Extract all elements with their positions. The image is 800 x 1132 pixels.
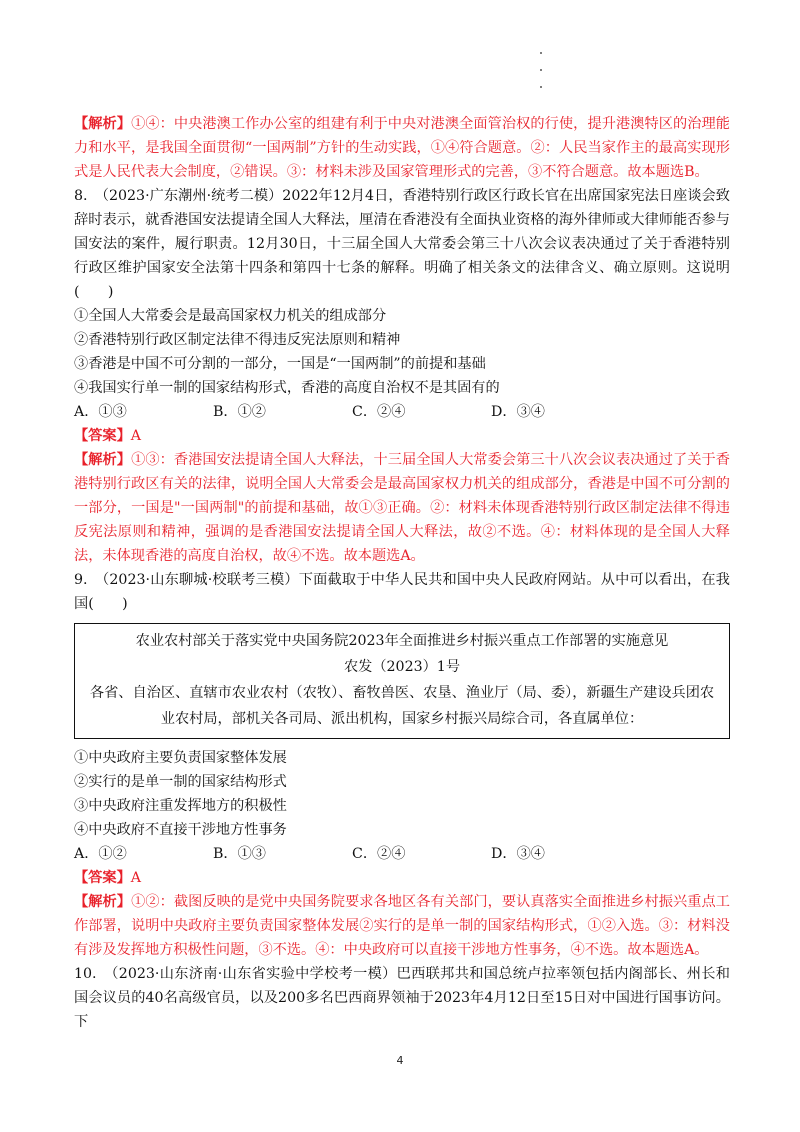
q8-analysis-text: ①③：香港国安法提请全国人大释法，十三届全国人大常委会第三十八次会议表决通过了关于香港特别行政区有关的法律，说明全国人大常委会是最高国家权力机关的组成部分，香港是中国不可分割的一部分，一国是"一国两制"的前提和基础，故①③正确。②：材料未体现香港特别行政区制定法律不得违反宪法原则和精神，强调的是香港国安法提请全国人大释法，故②不选。④：材料体现的是全国人大释法，未体现香港的高度自治权，故④不选。故本题选A。 <box>74 452 730 564</box>
q8-answer-value: A <box>130 428 142 444</box>
q7-analysis <box>74 112 730 184</box>
q10-stem: 10. （2023·山东济南·山东省实验中学校考一模）巴西联邦共和国总统卢拉率领包括内阁部长、州长和国会议员的40名高级官员，以及200多名巴西商界领袖于2023年4月12日至15日对中国进行国事访问。下 <box>74 966 730 1030</box>
q8-analysis <box>74 448 730 568</box>
q9-answer <box>74 866 730 890</box>
q9-statement-4: ④中央政府不直接干涉地方性事务 <box>74 822 287 838</box>
q8-options <box>74 400 730 424</box>
q8-option-c: C．②④ <box>352 404 406 420</box>
page-number: 4 <box>396 1054 404 1067</box>
q8-statement-4: ④我国实行单一制的国家结构形式，香港的高度自治权不是其固有的 <box>74 380 500 396</box>
q8-statement-3: ③香港是中国不可分割的一部分，一国是“一国两制”的前提和基础 <box>74 356 486 372</box>
q9-option-d: D．③④ <box>491 846 545 862</box>
q9-option-c: C．②④ <box>352 846 406 862</box>
page-content <box>74 112 730 1034</box>
q9-answer-label: 【答案】 <box>74 870 131 886</box>
q8-option-a: A．①③ <box>74 404 127 420</box>
q9-statement-2: ②实行的是单一制的国家结构形式 <box>74 774 287 790</box>
q9-analysis <box>74 890 730 962</box>
q9-answer-value: A <box>130 870 142 886</box>
q9-box-body: 各省、自治区、直辖市农业农村（农牧）、畜牧兽医、农垦、渔业厅（局、委），新疆生产建设兵团农业农村局，部机关各司局、派出机构，国家乡村振兴局综合司，各直属单位： <box>89 685 715 727</box>
q8-answer-label: 【答案】 <box>74 428 131 444</box>
q8-analysis-label: 【解析】 <box>74 452 132 468</box>
q8-option-d: D．③④ <box>491 404 545 420</box>
q9-box-docno: 农发（2023）1号 <box>343 659 461 675</box>
q9-analysis-label: 【解析】 <box>74 894 132 910</box>
q9-statement-1: ①中央政府主要负责国家整体发展 <box>74 750 287 766</box>
margin-dots <box>540 52 546 103</box>
q9-statement-3: ③中央政府注重发挥地方的积极性 <box>74 798 287 814</box>
q7-analysis-label: 【解析】 <box>74 116 132 132</box>
q8-stem: 8. （2023·广东潮州·统考二模）2022年12月4日，香港特别行政区行政长官在出席国家宪法日座谈会致辞时表示，就香港国安法提请全国人大释法，厘清在香港没有全面执业资格的海外律师或大律师能否参与国安法的案件，履行职责。12月30日，十三届全国人大常委会第三十八次会议表决通过了关于香港特别行政区维护国家安全法第十四条和第四十七条的解释。明确了相关条文的法律含义、确立原则。这说明( ) <box>74 188 730 300</box>
q9-option-b: B．①③ <box>213 846 266 862</box>
q7-analysis-text: ①④：中央港澳工作办公室的组建有利于中央对港澳全面管治权的行使，提升港澳特区的治理能力和水平，是我国全面贯彻“一国两制”方针的生动实践，①④符合题意。②：人民当家作主的最高实现形式是人民代表大会制度，②错误。③：材料未涉及国家管理形式的完善，③不符合题意。故本题选B。 <box>74 116 730 180</box>
q9-stem: 9. （2023·山东聊城·校联考三模）下面截取于中华人民共和国中央人民政府网站。从中可以看出，在我国( ) <box>74 572 730 612</box>
q9-options <box>74 842 730 866</box>
q9-analysis-text: ①②：截图反映的是党中央国务院要求各地区各有关部门，要认真落实全面推进乡村振兴重点工作部署，说明中央政府主要负责国家整体发展②实行的是单一制的国家结构形式，①②入选。③：材料没有涉及发挥地方积极性问题，③不选。④：中央政府可以直接干涉地方性事务，④不选。故本题选A。 <box>74 894 730 958</box>
q8-answer <box>74 424 730 448</box>
q9-box-title: 农业农村部关于落实党中央国务院2023年全面推进乡村振兴重点工作部署的实施意见 <box>135 633 669 649</box>
q8-option-b: B．①② <box>213 404 266 420</box>
q9-option-a: A．①② <box>74 846 127 862</box>
q8-statement-2: ②香港特别行政区制定法律不得违反宪法原则和精神 <box>74 332 401 348</box>
q8-statement-1: ①全国人大常委会是最高国家权力机关的组成部分 <box>74 308 387 324</box>
q9-document-box <box>74 623 730 739</box>
